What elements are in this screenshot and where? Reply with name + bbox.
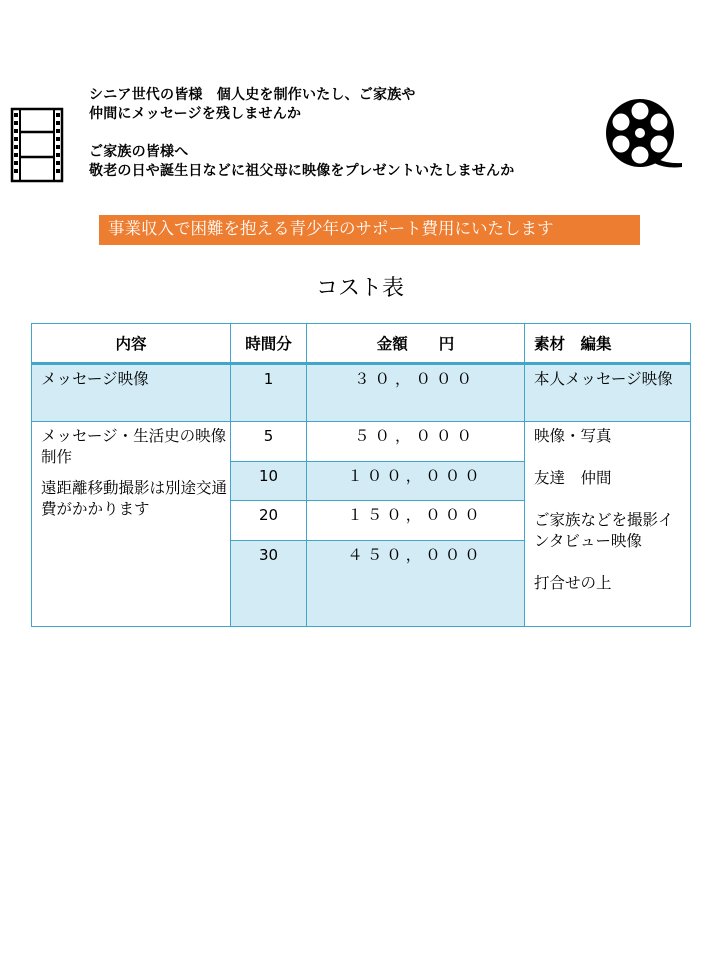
film-strip-icon: [10, 107, 64, 183]
row3-minutes: 10: [231, 462, 307, 501]
intro-line-2: 仲間にメッセージを残しませんか: [89, 106, 302, 122]
row1-amount: ３０，０００: [307, 364, 525, 422]
row1-content: メッセージ映像: [32, 364, 231, 422]
support-banner: 事業収入で困難を抱える青少年のサポート費用にいたします: [99, 215, 640, 245]
table-row: [32, 422, 691, 462]
intro-line-4: 敬老の日や誕生日などに祖父母に映像をプレゼントいたしませんか: [89, 163, 515, 179]
header-content: 内容: [32, 324, 231, 364]
header-amount: 金額 円: [307, 324, 525, 364]
row3-amount: １００，０００: [307, 462, 525, 501]
row5-minutes: 30: [231, 541, 307, 627]
intro-line-1: シニア世代の皆様 個人史を制作いたし、ご家族や: [89, 87, 416, 103]
row2-minutes: 5: [231, 422, 307, 462]
group2-material-line-2: 友達 仲間: [534, 469, 612, 487]
header-material: 素材 編集: [525, 324, 691, 364]
group2-material-line-3: ご家族などを撮影インタビュー映像: [534, 511, 674, 550]
row5-amount: ４５０，０００: [307, 541, 525, 627]
row2-amount: ５０，０００: [307, 422, 525, 462]
row1-minutes: 1: [231, 364, 307, 422]
cost-table: [31, 323, 691, 627]
group2-material: [525, 422, 691, 627]
group2-content-line-2: 遠距離移動撮影は別途交通費がかかります: [41, 479, 228, 518]
row1-material: 本人メッセージ映像: [525, 364, 691, 422]
table-row: [32, 364, 691, 422]
group2-content-line-1: メッセージ・生活史の映像制作: [41, 427, 227, 466]
group2-material-line-4: 打合せの上: [534, 574, 612, 592]
cost-table-title: コスト表: [315, 276, 404, 301]
film-reel-icon: [604, 97, 684, 171]
group2-content: [32, 422, 231, 627]
group2-material-line-1: 映像・写真: [534, 427, 612, 445]
header-minutes: 時間分: [231, 324, 307, 364]
row4-amount: １５０，０００: [307, 501, 525, 541]
intro-text: [89, 86, 589, 181]
table-header-row: [32, 324, 691, 364]
intro-line-3: ご家族の皆様へ: [89, 144, 189, 160]
row4-minutes: 20: [231, 501, 307, 541]
